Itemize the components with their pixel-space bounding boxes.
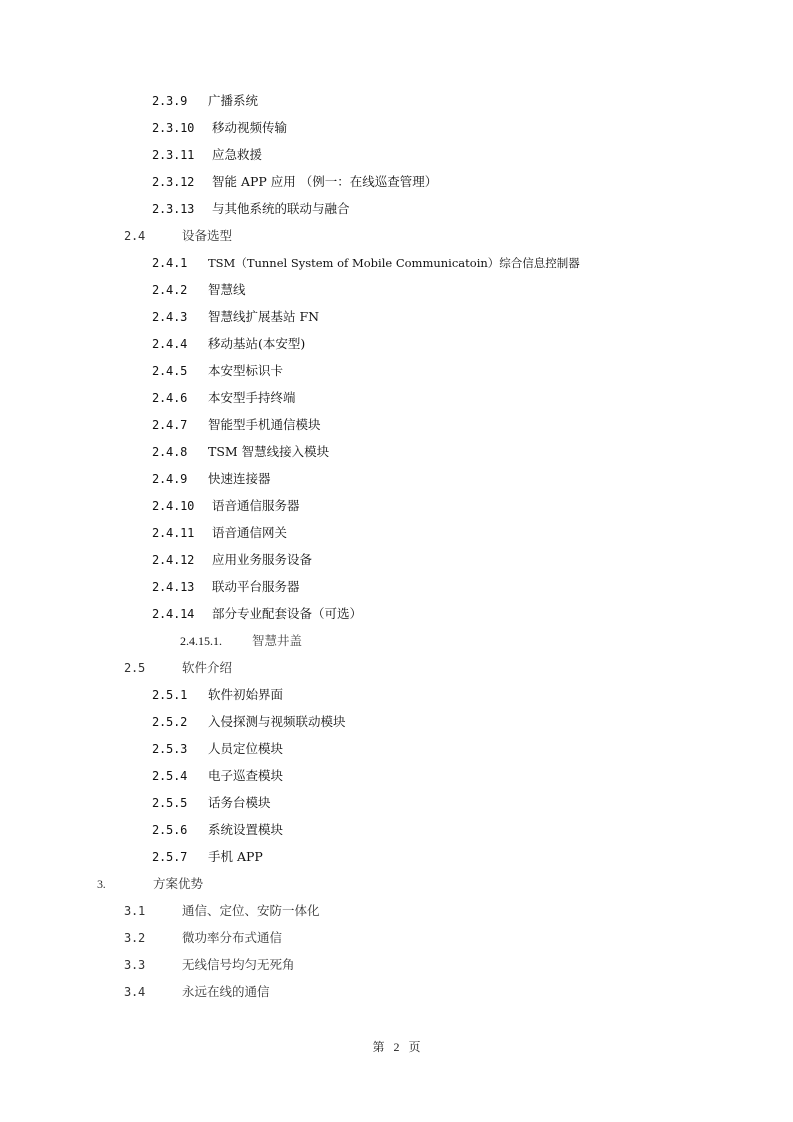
toc-entry-title: 手机 APP [208,847,266,867]
toc-entry-number: 2.4.11 [152,526,195,540]
toc-entry-number: 2.4.12 [152,553,195,567]
toc-entry-title: 移动视频传输 [212,118,290,138]
toc-entry-number: 2.5.5 [152,796,188,810]
toc-entry-number: 3. [97,877,106,891]
toc-entry-number: 2.4.14 [152,607,195,621]
toc-entry-number: 2.4.10 [152,499,195,513]
toc-entry-number: 2.4.4 [152,337,188,351]
toc-entry-number: 2.4.7 [152,418,188,432]
toc-entry-number: 2.4.3 [152,310,188,324]
toc-entry-number: 3.2 [124,931,146,945]
toc-entry-title: 设备选型 [182,226,235,246]
toc-entry-title: 通信、定位、安防一体化 [182,901,320,921]
toc-entry-title: 应急救援 [212,145,265,165]
toc-entry-title: TSM（Tunnel System of Mobile Communicatoin）综合信息控制器 [208,253,583,273]
toc-entry-title: 入侵探测与视频联动模块 [208,712,346,732]
toc-entry-number: 2.4 [124,229,146,243]
toc-entry-title: 微功率分布式通信 [182,928,282,948]
toc-entry-title: 移动基站(本安型) [208,334,308,354]
toc-entry-number: 2.3.9 [152,94,188,108]
toc-entry-number: 2.4.9 [152,472,188,486]
toc-entry-title: 方案优势 [153,874,206,894]
toc-entry-number: 2.5 [124,661,146,675]
toc-entry-number: 2.5.1 [152,688,188,702]
toc-entry-title: TSM 智慧线接入模块 [208,442,332,462]
toc-entry-number: 3.1 [124,904,146,918]
toc-entry-number: 2.4.5 [152,364,188,378]
toc-entry-number: 2.5.3 [152,742,188,756]
toc-entry-title: 语音通信网关 [212,523,290,543]
toc-entry-number: 2.5.7 [152,850,188,864]
toc-entry-title: 智慧线扩展基站 FN [208,307,322,327]
toc-entry-title: 智能型手机通信模块 [208,415,324,435]
toc-entry-number: 3.3 [124,958,146,972]
toc-entry-number: 2.4.8 [152,445,188,459]
toc-entry-number: 2.5.4 [152,769,188,783]
toc-entry-title: 无线信号均匀无死角 [182,955,295,975]
page-number-label: 第 2 页 [372,1040,421,1054]
toc-entry-title: 联动平台服务器 [212,577,303,597]
toc-entry-title: 永远在线的通信 [182,982,270,1002]
toc-entry-number: 2.4.2 [152,283,188,297]
toc-entry-title: 软件初始界面 [208,685,286,705]
toc-entry-title: 话务台模块 [208,793,274,813]
toc-entry-number: 2.3.10 [152,121,195,135]
toc-entry-title: 智慧井盖 [252,631,305,651]
toc-entry-title: 智能 APP 应用 （例一：在线巡查管理） [212,172,440,192]
toc-entry-number: 2.4.15.1. [180,634,222,648]
toc-entry-title: 本安型标识卡 [208,361,286,381]
toc-entry-title: 软件介绍 [182,658,235,678]
toc-entry-number: 2.4.6 [152,391,188,405]
toc-entry-number: 2.5.2 [152,715,188,729]
toc-entry-title: 系统设置模块 [208,820,286,840]
toc-entry-number: 3.4 [124,985,146,999]
toc-entry-title: 智慧线 [208,280,249,300]
toc-entry-title: 广播系统 [208,91,261,111]
toc-entry-title: 人员定位模块 [208,739,286,759]
toc-entry-title: 快速连接器 [208,469,274,489]
toc-entry-number: 2.5.6 [152,823,188,837]
toc-entry-number: 2.4.13 [152,580,195,594]
toc-entry-number: 2.3.11 [152,148,195,162]
toc-entry-number: 2.4.1 [152,256,188,270]
toc-entry-number: 2.3.13 [152,202,195,216]
toc-entry-title: 电子巡查模块 [208,766,286,786]
toc-entry-title: 部分专业配套设备（可选） [212,604,370,624]
toc-entry-number: 2.3.12 [152,175,195,189]
toc-entry-title: 应用业务服务设备 [212,550,315,570]
toc-entry-title: 本安型手持终端 [208,388,299,408]
page-footer [0,1038,793,1055]
toc-entry-title: 与其他系统的联动与融合 [212,199,353,219]
toc-entry-title: 语音通信服务器 [212,496,303,516]
